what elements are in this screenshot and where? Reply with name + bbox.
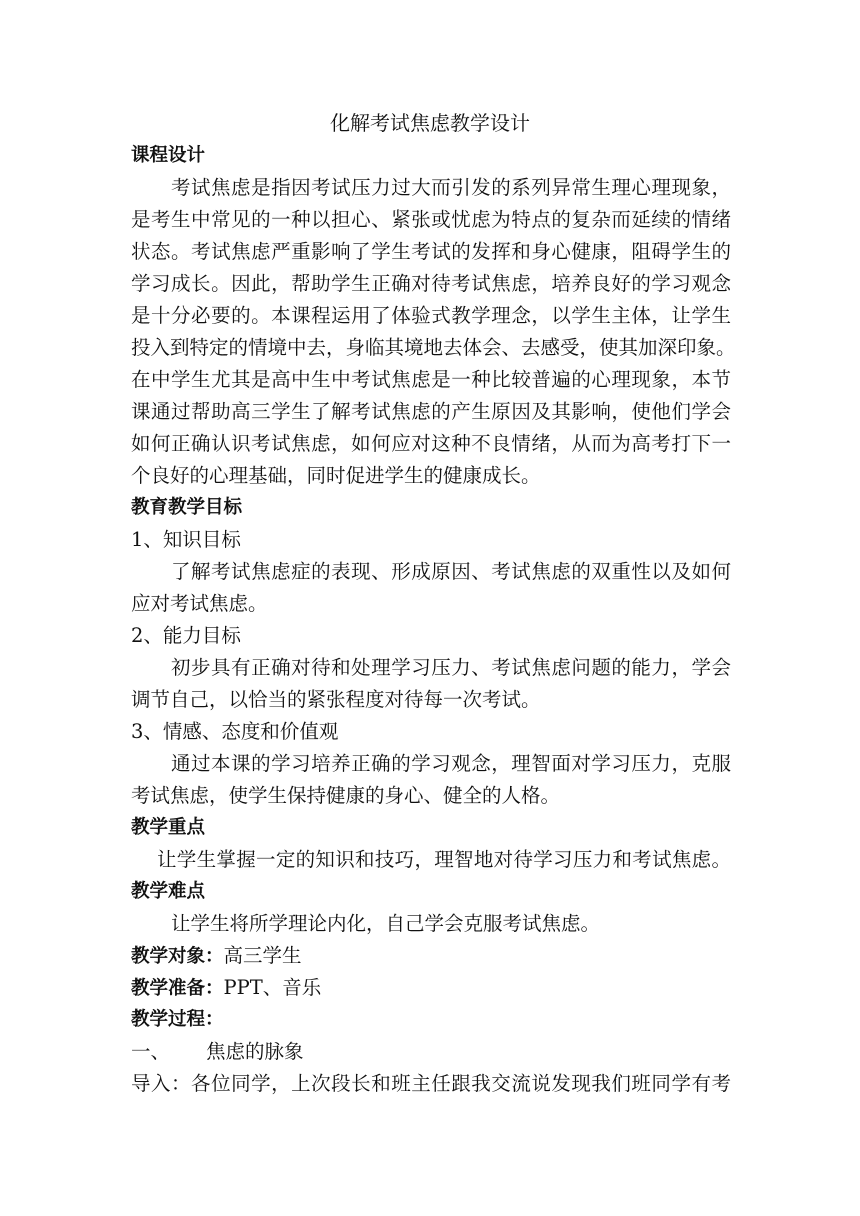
section-heading-goals: 教育教学目标 [131, 497, 243, 518]
paragraph-line: 了解考试焦虑症的表现、形成原因、考试焦虑的双重性以及如何 [171, 560, 731, 583]
section-heading-key-point: 教学重点 [131, 817, 206, 838]
paragraph-line: 考试焦虑是指因考试压力过大而引发的系列异常生理心理现象， [171, 176, 731, 199]
paragraph-line: 初步具有正确对待和处理学习压力、考试焦虑问题的能力，学会 [171, 656, 731, 679]
paragraph-line: 状态。考试焦虑严重影响了学生考试的发挥和身心健康，阻碍学生的 [131, 240, 731, 263]
teaching-target-label: 教学对象： [131, 946, 224, 967]
paragraph-line: 通过本课的学习培养正确的学习观念，理智面对学习压力，克服 [171, 752, 731, 775]
paragraph-line: 个良好的心理基础，同时促进学生的健康成长。 [131, 464, 541, 487]
paragraph-line: 应对考试焦虑。 [131, 592, 268, 615]
teaching-target-row [131, 940, 731, 972]
section-heading-process: 教学过程： [131, 1009, 224, 1030]
paragraph-line: 学习成长。因此，帮助学生正确对待考试焦虑，培养良好的学习观念 [131, 272, 731, 295]
document-body [131, 140, 736, 1100]
process-step-1-number: 一、 [131, 1040, 171, 1063]
document-title: 化解考试焦虑教学设计 [330, 111, 530, 135]
paragraph-line: 投入到特定的情境中去，身临其境地去体会、去感受，使其加深印象。 [131, 336, 736, 359]
paragraph-line: 让学生掌握一定的知识和技巧，理智地对待学习压力和考试焦虑。 [157, 848, 731, 871]
process-step-1-title: 焦虑的脉象 [206, 1040, 304, 1063]
teaching-prep-value: PPT、音乐 [223, 976, 322, 999]
paragraph-line: 在中学生尤其是高中生中考试焦虑是一种比较普遍的心理现象，本节 [131, 368, 731, 391]
subheading-ability-goal: 2、能力目标 [131, 624, 241, 647]
paragraph-line: 如何正确认识考试焦虑，如何应对这种不良情绪，从而为高考打下一 [131, 432, 731, 455]
teaching-target-value: 高三学生 [223, 944, 302, 967]
paragraph-line: 是考生中常见的一种以担心、紧张或忧虑为特点的复杂而延续的情绪 [131, 208, 731, 231]
subheading-knowledge-goal: 1、知识目标 [131, 528, 241, 551]
teaching-prep-row [131, 972, 731, 1004]
paragraph-line: 导入：各位同学，上次段长和班主任跟我交流说发现我们班同学有考 [131, 1072, 731, 1095]
subheading-emotion-goal: 3、情感、态度和价值观 [131, 720, 339, 743]
paragraph-line: 课通过帮助高三学生了解考试焦虑的产生原因及其影响，使他们学会 [131, 400, 731, 423]
paragraph-line: 是十分必要的。本课程运用了体验式教学理念，以学生主体，让学生 [131, 304, 731, 327]
paragraph-line: 调节自己，以恰当的紧张程度对待每一次考试。 [131, 688, 541, 711]
paragraph-line: 考试焦虑，使学生保持健康的身心、健全的人格。 [131, 784, 561, 807]
teaching-prep-label: 教学准备： [131, 978, 224, 999]
section-heading-course-design: 课程设计 [131, 145, 206, 166]
section-heading-difficulty: 教学难点 [131, 881, 206, 902]
process-step-1 [131, 1036, 731, 1068]
paragraph-line: 让学生将所学理论内化，自己学会克服考试焦虑。 [171, 912, 601, 935]
